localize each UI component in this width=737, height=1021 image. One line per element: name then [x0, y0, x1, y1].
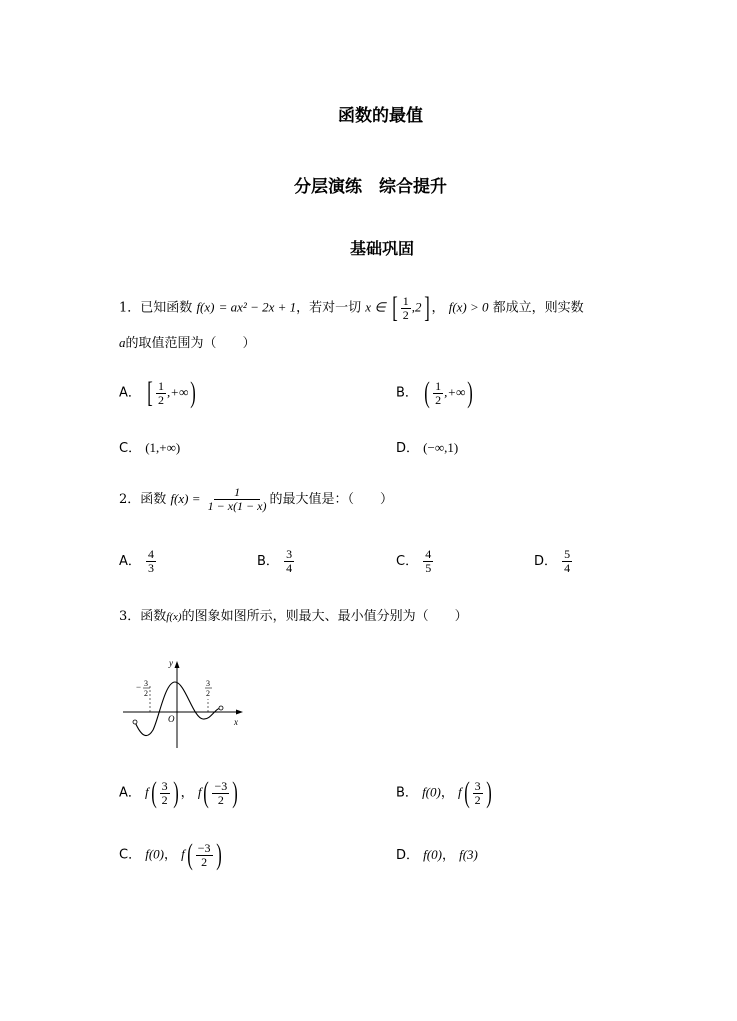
fraction-den: 2 [217, 792, 224, 807]
question-1-line-1 [119, 293, 584, 323]
option-value: (1,+∞) [145, 440, 181, 455]
math-value: f(0) [145, 846, 164, 862]
paren-left: ( [150, 776, 157, 809]
option-label: D． [396, 848, 420, 863]
x-axis-arrow-icon [236, 710, 243, 715]
fraction-num: 1 [402, 293, 409, 308]
right-tick-den: 2 [206, 689, 210, 698]
math-value: f(0) [423, 847, 442, 862]
math-f: f [145, 784, 149, 800]
option-label: D． [396, 441, 420, 456]
fraction [146, 548, 156, 575]
math-f: f [181, 846, 185, 862]
fraction-num: 3 [286, 547, 293, 561]
fraction-num: 3 [474, 778, 481, 793]
question-number: 2． [119, 492, 141, 507]
fraction-den: 3 [148, 561, 155, 575]
question-text: ，若对一切 [296, 300, 362, 316]
section-heading: 基础巩固 [350, 239, 415, 258]
open-endpoint-left [133, 720, 137, 724]
bracket-left: [ [147, 376, 153, 409]
fraction [156, 380, 166, 407]
q1-option-a[interactable] [119, 378, 198, 408]
question-text: 函数 [140, 492, 167, 507]
comma: ， [431, 300, 445, 316]
bracket-right: ] [423, 291, 430, 324]
question-text: 的图象如图所示，则最大、最小值分别为（ ） [181, 609, 468, 624]
left-tick-sign: − [136, 682, 142, 692]
paren-right: ) [190, 376, 197, 409]
interval-end: ,+∞ [444, 384, 466, 400]
fraction [196, 842, 213, 869]
math-f: f [197, 784, 202, 800]
fraction-num: 1 [214, 486, 260, 500]
question-2 [119, 486, 393, 513]
page-title: 函数的最值 [338, 106, 423, 126]
fraction-num: 5 [564, 547, 571, 561]
option-label: D． [534, 554, 558, 569]
math-fx: f(x) [166, 611, 182, 623]
interval-end: ,2 [411, 299, 422, 315]
fraction-num: 4 [425, 547, 432, 561]
question-text: 的最大值是：（ ） [269, 492, 393, 507]
option-value: (−∞,1) [423, 440, 459, 455]
q3-option-c[interactable] [119, 840, 224, 870]
q3-option-b[interactable] [396, 778, 494, 808]
fraction [206, 486, 269, 513]
q2-option-a[interactable] [119, 548, 157, 575]
function-graph [115, 652, 250, 752]
question-number: 1． [119, 300, 141, 316]
fraction-den: 2 [161, 792, 168, 807]
x-axis-label: x [234, 717, 238, 727]
fraction-num: −3 [197, 840, 211, 855]
fraction [473, 780, 483, 807]
option-label: C． [119, 847, 142, 863]
fraction [284, 548, 294, 575]
question-number: 3． [119, 609, 141, 624]
y-axis-arrow-icon [175, 661, 180, 668]
math-var-a: a [119, 335, 126, 350]
left-tick-den: 2 [144, 689, 148, 698]
origin-label: O [168, 714, 175, 724]
fraction-num: 4 [148, 547, 155, 561]
q2-option-d[interactable] [534, 548, 573, 575]
math-fx: f(x) [196, 299, 215, 315]
right-tick-num: 3 [206, 679, 210, 688]
open-endpoint-right [219, 706, 223, 710]
option-label: B． [396, 785, 418, 801]
question-text: 的取值范围为（ ） [125, 336, 256, 351]
math-value: f(0) [422, 784, 441, 800]
question-1-line-2 [119, 333, 256, 354]
option-label: C． [119, 441, 142, 456]
q2-option-b[interactable] [257, 548, 295, 575]
option-label: A． [119, 385, 141, 401]
fraction-num: −3 [214, 778, 228, 793]
fraction-den: 1 − x(1 − x) [207, 499, 267, 513]
question-text: 都成立，则实数 [492, 300, 584, 316]
paren-right: ) [215, 838, 222, 871]
page-subtitle: 分层演练 综合提升 [294, 177, 447, 197]
fraction-den: 2 [435, 392, 442, 407]
option-label: B． [396, 385, 418, 401]
paren-right: ) [172, 776, 179, 809]
q2-option-c[interactable] [396, 548, 434, 575]
math-f: f [458, 784, 462, 800]
interval-end: ,+∞ [167, 384, 189, 400]
fraction-num: 1 [435, 378, 442, 393]
comma: ， [441, 848, 455, 863]
math-value: f(3) [459, 847, 478, 862]
fraction-den: 2 [474, 792, 481, 807]
math-fx: f(x) = [170, 491, 201, 506]
option-label: A． [119, 554, 141, 569]
fraction-den: 4 [286, 561, 293, 575]
comma: ， [180, 785, 194, 801]
comma: ， [440, 785, 454, 801]
option-label: A． [119, 785, 141, 801]
question-text: 函数 [140, 609, 167, 624]
fraction-num: 3 [161, 778, 168, 793]
y-axis-label: y [169, 658, 173, 668]
paren-right: ) [232, 776, 238, 809]
paren-left: ( [187, 838, 193, 871]
fraction [433, 380, 443, 407]
fraction [562, 548, 572, 575]
fraction [212, 780, 229, 807]
q1-option-d[interactable] [396, 438, 458, 459]
question-3 [119, 607, 468, 627]
fraction-den: 2 [158, 392, 165, 407]
fraction [160, 780, 170, 807]
fraction-den: 2 [402, 307, 409, 322]
fraction-den: 5 [425, 561, 432, 575]
paren-right: ) [467, 376, 474, 409]
paren-left: ( [424, 376, 430, 409]
fraction-den: 2 [201, 854, 208, 869]
math-expression: = ax² − 2x + 1 [218, 299, 297, 315]
q1-option-b[interactable] [396, 378, 475, 408]
question-text: 已知函数 [140, 300, 193, 316]
fraction-num: 1 [158, 378, 165, 393]
fraction [401, 295, 411, 322]
paren-left: ( [463, 776, 470, 809]
bracket-left: [ [392, 291, 398, 324]
paren-right: ) [485, 776, 492, 809]
math-x-in: x ∈ [365, 299, 386, 315]
q1-option-c[interactable] [119, 438, 180, 459]
left-tick-num: 3 [144, 679, 148, 688]
math-condition: f(x) > 0 [448, 299, 489, 315]
paren-left: ( [203, 776, 210, 809]
option-label: B． [257, 554, 279, 569]
q3-option-a[interactable] [119, 778, 240, 808]
q3-option-d[interactable] [396, 845, 478, 866]
fraction-den: 4 [564, 561, 571, 575]
fraction [423, 548, 433, 575]
comma: ， [164, 847, 178, 863]
option-label: C． [396, 554, 419, 569]
